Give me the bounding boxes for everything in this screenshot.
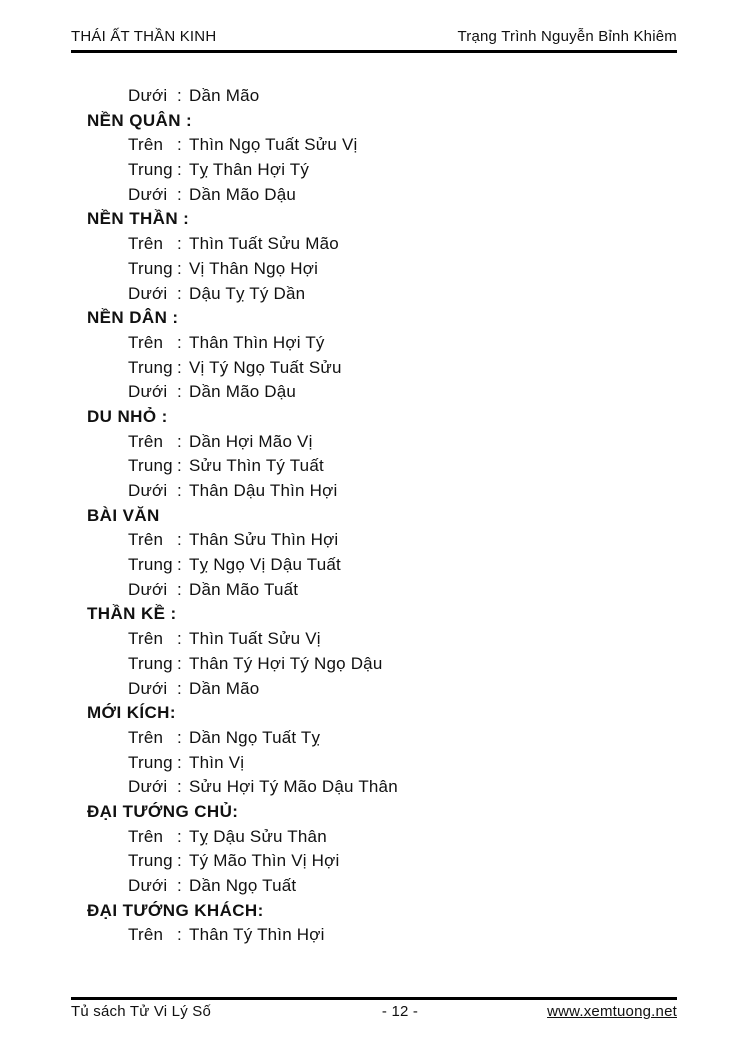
colon-separator: : [177, 357, 182, 377]
entry-line [71, 356, 684, 381]
colon-separator: : [177, 456, 182, 476]
entry-label: Trung [128, 357, 173, 377]
entry-value: Vị Tý Ngọ Tuất Sửu [189, 357, 342, 377]
entry-label: Trung [128, 653, 173, 673]
entry-line [71, 849, 684, 874]
entry-label: Trên [128, 826, 164, 846]
entry-label: Dưới [128, 876, 168, 895]
entry-label: Dưới [128, 777, 168, 797]
entry-value: Dần Mão Dậu [189, 184, 297, 204]
entry-line [71, 479, 684, 504]
section-heading: NỀN DÂN : [87, 308, 179, 328]
entry-value: Thìn Tuất Sửu Vị [189, 629, 321, 649]
entry-value: Thân Dậu Thìn Hợi [189, 481, 338, 500]
entry-value: Dần Ngọ Tuất [189, 876, 297, 895]
entry-value: Thân Thìn Hợi Tý [189, 332, 325, 352]
entry-line [71, 158, 684, 183]
entry-label: Trên [128, 431, 164, 451]
entry-line [71, 627, 684, 652]
colon-separator: : [177, 86, 182, 105]
entry-line [71, 528, 684, 553]
colon-separator: : [177, 184, 182, 204]
entry-line [71, 726, 684, 751]
entry-label: Dưới [128, 678, 168, 698]
colon-separator: : [177, 530, 182, 550]
entry-value: Thìn Ngọ Tuất Sửu Vị [189, 135, 358, 155]
entry-value: Vị Thân Ngọ Hợi [189, 258, 319, 278]
colon-separator: : [177, 382, 182, 402]
entry-line [71, 923, 684, 948]
entry-label: Dưới [128, 382, 168, 402]
section-heading: NỀN THẦN : [87, 209, 190, 229]
footer-page-number: - 12 - [381, 1003, 419, 1020]
colon-separator: : [177, 653, 182, 673]
colon-separator: : [177, 777, 182, 797]
entry-label: Trung [128, 456, 173, 476]
entry-line [71, 133, 684, 158]
entry-value: Dần Mão [189, 678, 260, 698]
colon-separator: : [177, 876, 182, 895]
colon-separator: : [177, 135, 182, 155]
entry-label: Trên [128, 332, 164, 352]
colon-separator: : [177, 160, 182, 180]
section-heading: THẦN KỀ : [87, 604, 177, 624]
entry-line [71, 652, 684, 677]
section-heading: DU NHỎ : [87, 406, 168, 426]
entry-line [71, 331, 684, 356]
entry-label: Dưới [128, 579, 168, 599]
colon-separator: : [177, 752, 182, 772]
entry-label: Trung [128, 160, 173, 180]
header-book-title: THÁI ẤT THẦN KINH [71, 28, 217, 45]
entry-label: Trên [128, 234, 164, 254]
entry-value: Tỵ Ngọ Vị Dậu Tuất [189, 555, 341, 575]
colon-separator: : [177, 851, 182, 871]
entry-label: Trên [128, 135, 164, 155]
colon-separator: : [177, 826, 182, 846]
entry-line [71, 553, 684, 578]
entry-value: Dần Hợi Mão Vị [189, 431, 313, 451]
entry-value: Dần Mão Tuất [189, 579, 299, 599]
entry-label: Trên [128, 530, 164, 550]
page-footer [71, 997, 677, 1020]
entry-label: Trung [128, 555, 173, 575]
entry-label: Trung [128, 752, 173, 772]
colon-separator: : [177, 234, 182, 254]
colon-separator: : [177, 332, 182, 352]
entry-value: Sửu Hợi Tý Mão Dậu Thân [189, 777, 398, 797]
entry-line [71, 430, 684, 455]
entry-value: Tỵ Thân Hợi Tý [189, 160, 310, 180]
entry-label: Dưới [128, 481, 168, 500]
entry-value: Thân Sửu Thìn Hợi [189, 530, 339, 550]
entry-value: Tý Mão Thìn Vị Hợi [189, 851, 340, 871]
entry-line [71, 454, 684, 479]
entry-line [71, 874, 684, 899]
page-header [71, 28, 677, 53]
entry-line [71, 84, 684, 109]
entry-value: Dậu Tỵ Tý Dần [189, 283, 306, 303]
entry-line [71, 183, 684, 208]
entry-value: Sửu Thìn Tý Tuất [189, 456, 324, 476]
colon-separator: : [177, 555, 182, 575]
entry-label: Dưới [128, 283, 168, 303]
entry-value: Dần Ngọ Tuất Tỵ [189, 727, 321, 747]
entry-label: Trung [128, 851, 173, 871]
section-heading: MỚI KÍCH: [87, 703, 176, 723]
entry-line [71, 282, 684, 307]
entry-line [71, 677, 684, 702]
section-heading: ĐẠI TƯỚNG CHỦ: [87, 801, 239, 821]
entry-label: Trung [128, 258, 173, 278]
colon-separator: : [177, 629, 182, 649]
section-heading: NỀN QUÂN : [87, 110, 193, 130]
entry-line [71, 775, 684, 800]
section-heading: ĐẠI TƯỚNG KHÁCH: [87, 900, 264, 920]
entry-label: Trên [128, 629, 164, 649]
colon-separator: : [177, 579, 182, 599]
entry-value: Thân Tý Thìn Hợi [189, 925, 325, 945]
colon-separator: : [177, 925, 182, 945]
entry-line [71, 257, 684, 282]
entry-line [71, 825, 684, 850]
entry-line [71, 232, 684, 257]
entry-line [71, 578, 684, 603]
document-body [71, 84, 684, 948]
entry-value: Tỵ Dậu Sửu Thân [189, 826, 327, 846]
entry-line [71, 380, 684, 405]
colon-separator: : [177, 678, 182, 698]
entry-value: Thìn Vị [189, 752, 245, 772]
header-author: Trạng Trình Nguyễn Bỉnh Khiêm [457, 28, 677, 45]
colon-separator: : [177, 481, 182, 500]
entry-label: Trên [128, 925, 164, 945]
entry-value: Thìn Tuất Sửu Mão [189, 234, 339, 254]
footer-website [392, 1003, 677, 1020]
colon-separator: : [177, 283, 182, 303]
entry-label: Dưới [128, 184, 168, 204]
colon-separator: : [177, 431, 182, 451]
entry-label: Dưới [128, 86, 168, 105]
entry-label: Trên [128, 727, 164, 747]
entry-value: Dần Mão Dậu [189, 382, 297, 402]
entry-value: Thân Tý Hợi Tý Ngọ Dậu [189, 653, 383, 673]
entry-line [71, 751, 684, 776]
footer-series-title: Tủ sách Tử Vi Lý Số [71, 1003, 212, 1020]
entry-value: Dần Mão [189, 86, 260, 105]
section-heading: BÀI VĂN [87, 505, 160, 525]
colon-separator: : [177, 258, 182, 278]
colon-separator: : [177, 727, 182, 747]
footer-website-link[interactable]: www.xemtuong.net [547, 1003, 677, 1020]
